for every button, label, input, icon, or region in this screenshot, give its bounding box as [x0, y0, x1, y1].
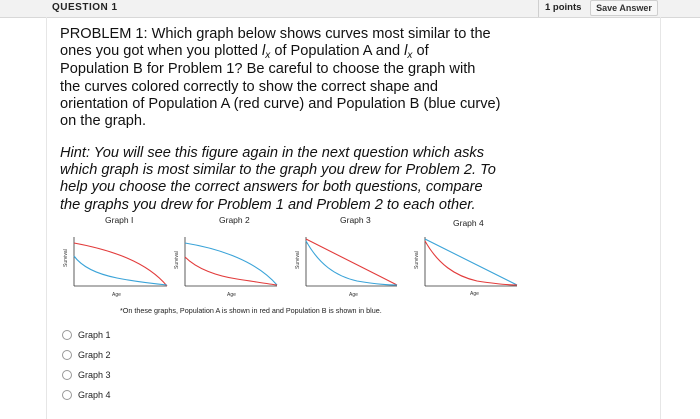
answer-options	[62, 325, 111, 405]
radio-graph-3[interactable]	[62, 370, 72, 380]
left-rule	[46, 17, 47, 419]
option-label: Graph 4	[78, 390, 111, 400]
hint-text	[60, 145, 540, 214]
option-label: Graph 2	[78, 350, 111, 360]
problem-line-4: the curves colored correctly to show the correct shape and	[60, 78, 439, 95]
problem-text	[60, 26, 540, 130]
graph-4-xlabel: Age	[470, 291, 479, 297]
graph-3-ylabel: Survival	[295, 251, 301, 269]
graph-2-title: Graph 2	[219, 215, 250, 225]
option-graph-2[interactable]	[62, 345, 111, 365]
graph-1-red-curve	[74, 243, 167, 286]
hint-line-1: Hint: You will see this figure again in the next question which asks	[60, 145, 485, 161]
radio-graph-1[interactable]	[62, 330, 72, 340]
lx-subscript-2: x	[407, 50, 413, 62]
problem-line-1: PROBLEM 1: Which graph below shows curves most similar to the	[60, 26, 491, 42]
question-header	[0, 0, 700, 18]
problem-line-6: on the graph.	[60, 113, 147, 130]
lx-symbol-2: l	[404, 43, 408, 60]
graph-1-blue-curve	[74, 256, 167, 285]
graph-4-blue-curve	[425, 239, 517, 285]
graph-2-ylabel: Survival	[174, 251, 180, 269]
problem-line-2b: of Population A and	[270, 43, 405, 60]
points-label: 1 points	[545, 2, 582, 13]
problem-line-2	[60, 43, 540, 61]
right-rule	[660, 17, 661, 419]
option-label: Graph 1	[78, 330, 111, 340]
graph-3-xlabel: Age	[349, 292, 358, 298]
hint-line-2: which graph is most similar to the graph you drew for Problem 2. To	[60, 162, 496, 179]
graph-3-red-curve	[306, 239, 397, 285]
graph-4-title: Graph 4	[453, 218, 484, 228]
problem-line-3: Population B for Problem 1? Be careful to choose the graph with	[60, 61, 476, 78]
figure-note: *On these graphs, Population A is shown in red and Population B is shown in blue.	[120, 306, 382, 315]
graph-2	[174, 237, 277, 298]
graph-2-blue-curve	[185, 243, 277, 285]
graph-3	[295, 237, 397, 298]
option-graph-4[interactable]	[62, 385, 111, 405]
lx-subscript-1: x	[265, 50, 271, 62]
graph-4	[414, 237, 517, 297]
graph-3-title: Graph 3	[340, 215, 371, 225]
graph-2-red-curve	[185, 257, 277, 285]
graph-2-xlabel: Age	[227, 292, 236, 298]
lx-symbol-1: l	[262, 43, 266, 60]
radio-graph-2[interactable]	[62, 350, 72, 360]
radio-graph-4[interactable]	[62, 390, 72, 400]
graph-1-title: Graph I	[105, 215, 134, 225]
hint-line-4: the graphs you drew for Problem 1 and Problem 2 to each other.	[60, 196, 476, 213]
hint-line-3: help you choose the correct answers for both questions, compare	[60, 179, 483, 196]
option-graph-1[interactable]	[62, 325, 111, 345]
header-divider	[538, 0, 539, 17]
option-graph-3[interactable]	[62, 365, 111, 385]
graph-1-ylabel: Survival	[63, 249, 69, 267]
save-answer-button[interactable]: Save Answer	[590, 0, 658, 16]
problem-line-2a: ones you got when you plotted	[60, 43, 263, 60]
problem-line-2c: of	[412, 43, 429, 60]
graph-1	[63, 237, 167, 298]
problem-line-5: orientation of Population A (red curve) and Population B (blue curve)	[60, 95, 501, 112]
graph-4-ylabel: Survival	[414, 251, 420, 269]
question-title: QUESTION 1	[52, 2, 118, 13]
graph-1-xlabel: Age	[112, 292, 121, 298]
option-label: Graph 3	[78, 370, 111, 380]
figure-svg	[57, 212, 484, 312]
